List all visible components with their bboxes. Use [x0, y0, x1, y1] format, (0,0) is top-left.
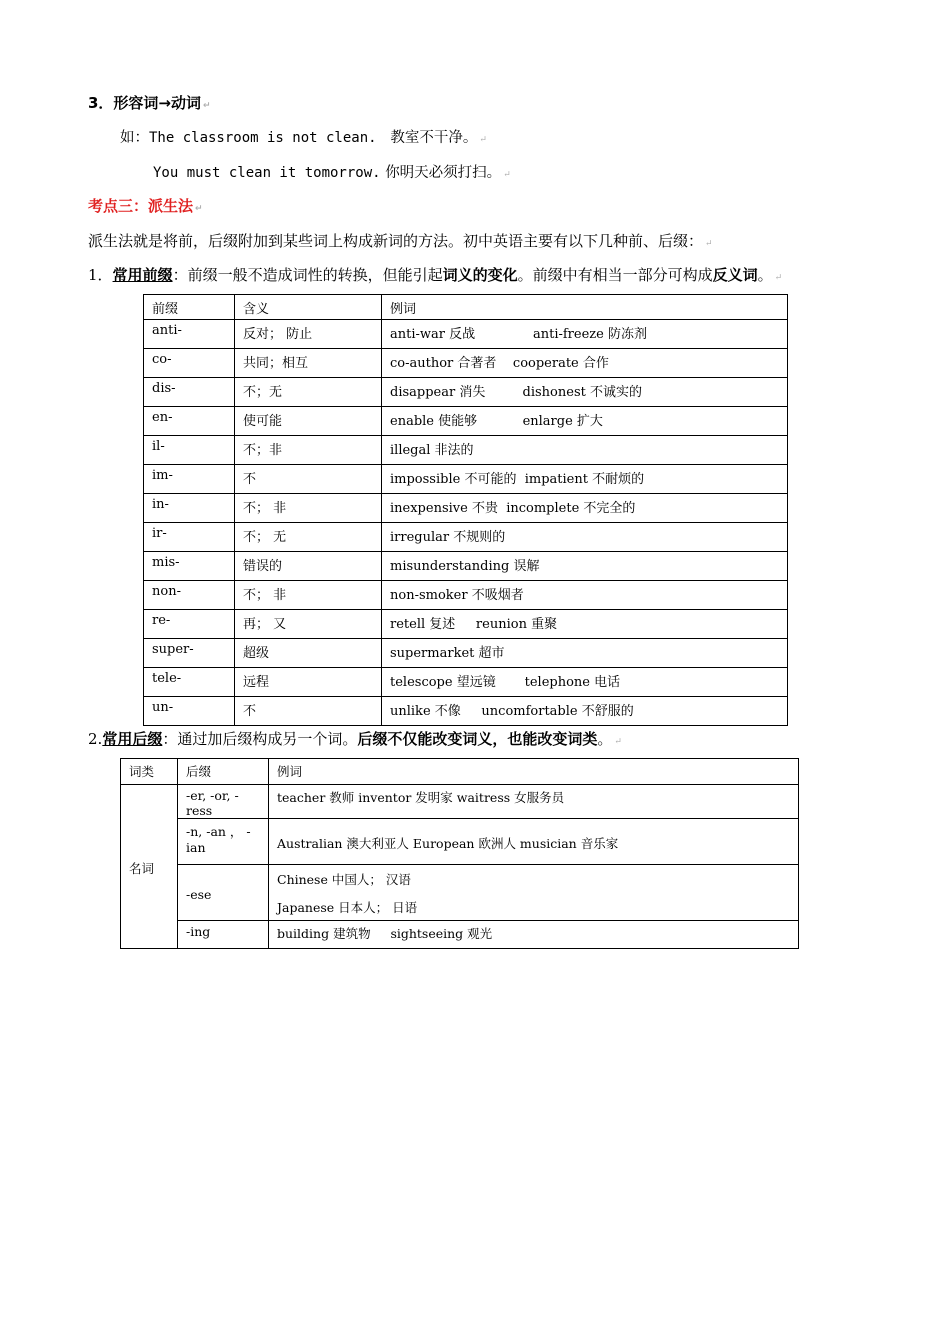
example-cell: disappear 消失 dishonest 不诚实的 [382, 378, 788, 407]
prefix-cell: non- [144, 581, 235, 610]
prefix-cell: tele- [144, 668, 235, 697]
prefix-cell: in- [144, 494, 235, 523]
header-meaning: 含义 [235, 295, 382, 320]
meaning-cell: 不；非 [235, 436, 382, 465]
table-row [144, 697, 788, 726]
prefix-cell: en- [144, 407, 235, 436]
table-row [144, 610, 788, 639]
table-row [121, 785, 799, 819]
word-class-cell: 名词 [121, 785, 178, 949]
example-cell: unlike 不像 uncomfortable 不舒服的 [382, 697, 788, 726]
example-cell: Australian 澳大利亚人 European 欧洲人 musician 音乐家 [269, 819, 799, 865]
table-row [144, 494, 788, 523]
table-row [144, 378, 788, 407]
example-cell: co-author 合著者 cooperate 合作 [382, 349, 788, 378]
example-line: Japanese 日本人； 日语 [277, 900, 418, 915]
prefix-paragraph: 1．常用前缀：前缀一般不造成词性的转换，但能引起词义的变化。前缀中有相当一部分可构成反义词。 ↵ [88, 266, 783, 284]
table-row [144, 581, 788, 610]
suffix-cell: -er, -or, -ress [178, 785, 269, 819]
example-cell: illegal 非法的 [382, 436, 788, 465]
example-line-2: You must clean it tomorrow. 你明天必须打扫。 ↵ [153, 165, 511, 181]
meaning-cell: 共同；相互 [235, 349, 382, 378]
suffix-paragraph: 2.常用后缀：通过加后缀构成另一个词。后缀不仅能改变词义，也能改变词类。 ↵ [88, 730, 622, 748]
example-cell: building 建筑物 sightseeing 观光 [269, 921, 799, 949]
table-row [144, 639, 788, 668]
table-row [144, 552, 788, 581]
example-cell: non-smoker 不吸烟者 [382, 581, 788, 610]
table-row [144, 320, 788, 349]
table-row [144, 349, 788, 378]
header-word-class: 词类 [121, 759, 178, 785]
suffix-cell: -ing [178, 921, 269, 949]
header-prefix: 前缀 [144, 295, 235, 320]
intro-paragraph: 派生法就是将前，后缀附加到某些词上构成新词的方法。初中英语主要有以下几种前、后缀： ↵ [88, 232, 713, 250]
example-line-1: 如：The classroom is not clean. 教室不干净。 ↵ [120, 130, 487, 146]
meaning-cell: 不； 无 [235, 523, 382, 552]
table-row [144, 407, 788, 436]
header-examples: 例词 [382, 295, 788, 320]
example-cell: retell 复述 reunion 重聚 [382, 610, 788, 639]
suffix-cell: -ese [178, 865, 269, 921]
suffix-table [120, 758, 799, 949]
example-cell: misunderstanding 误解 [382, 552, 788, 581]
table-row [121, 819, 799, 865]
example-cell: impossible 不可能的 impatient 不耐烦的 [382, 465, 788, 494]
meaning-cell: 不 [235, 465, 382, 494]
prefix-cell: re- [144, 610, 235, 639]
example-cell: supermarket 超市 [382, 639, 788, 668]
table-row [144, 668, 788, 697]
example-cell: teacher 教师 inventor 发明家 waitress 女服务员 [269, 785, 799, 819]
prefix-cell: anti- [144, 320, 235, 349]
prefix-cell: im- [144, 465, 235, 494]
header-suffix: 后缀 [178, 759, 269, 785]
example-cell: inexpensive 不贵 incomplete 不完全的 [382, 494, 788, 523]
prefix-table [143, 294, 788, 726]
prefix-cell: dis- [144, 378, 235, 407]
example-cell: telescope 望远镜 telephone 电话 [382, 668, 788, 697]
example-line: Chinese 中国人； 汉语 [277, 872, 411, 887]
heading-adj-to-verb: 3．形容词→动词 ↵ [88, 94, 211, 112]
meaning-cell: 使可能 [235, 407, 382, 436]
meaning-cell: 不；无 [235, 378, 382, 407]
meaning-cell: 不； 非 [235, 494, 382, 523]
prefix-cell: super- [144, 639, 235, 668]
example-cell: enable 使能够 enlarge 扩大 [382, 407, 788, 436]
meaning-cell: 错误的 [235, 552, 382, 581]
table-row [144, 465, 788, 494]
suffix-cell: -n, -an ， -ian [178, 819, 269, 865]
example-cell: irregular 不规则的 [382, 523, 788, 552]
meaning-cell: 不 [235, 697, 382, 726]
meaning-cell: 不； 非 [235, 581, 382, 610]
meaning-cell: 超级 [235, 639, 382, 668]
table-header-row [144, 295, 788, 320]
table-header-row [121, 759, 799, 785]
example-cell: anti-war 反战 anti-freeze 防冻剂 [382, 320, 788, 349]
meaning-cell: 远程 [235, 668, 382, 697]
prefix-cell: co- [144, 349, 235, 378]
header-examples: 例词 [269, 759, 799, 785]
prefix-cell: un- [144, 697, 235, 726]
prefix-cell: il- [144, 436, 235, 465]
table-row [121, 865, 799, 921]
table-row [144, 436, 788, 465]
prefix-cell: ir- [144, 523, 235, 552]
prefix-cell: mis- [144, 552, 235, 581]
meaning-cell: 再； 又 [235, 610, 382, 639]
table-row [121, 921, 799, 949]
example-cell [269, 865, 799, 921]
section-title: 考点三：派生法 ↵ [88, 197, 203, 215]
meaning-cell: 反对； 防止 [235, 320, 382, 349]
table-row [144, 523, 788, 552]
